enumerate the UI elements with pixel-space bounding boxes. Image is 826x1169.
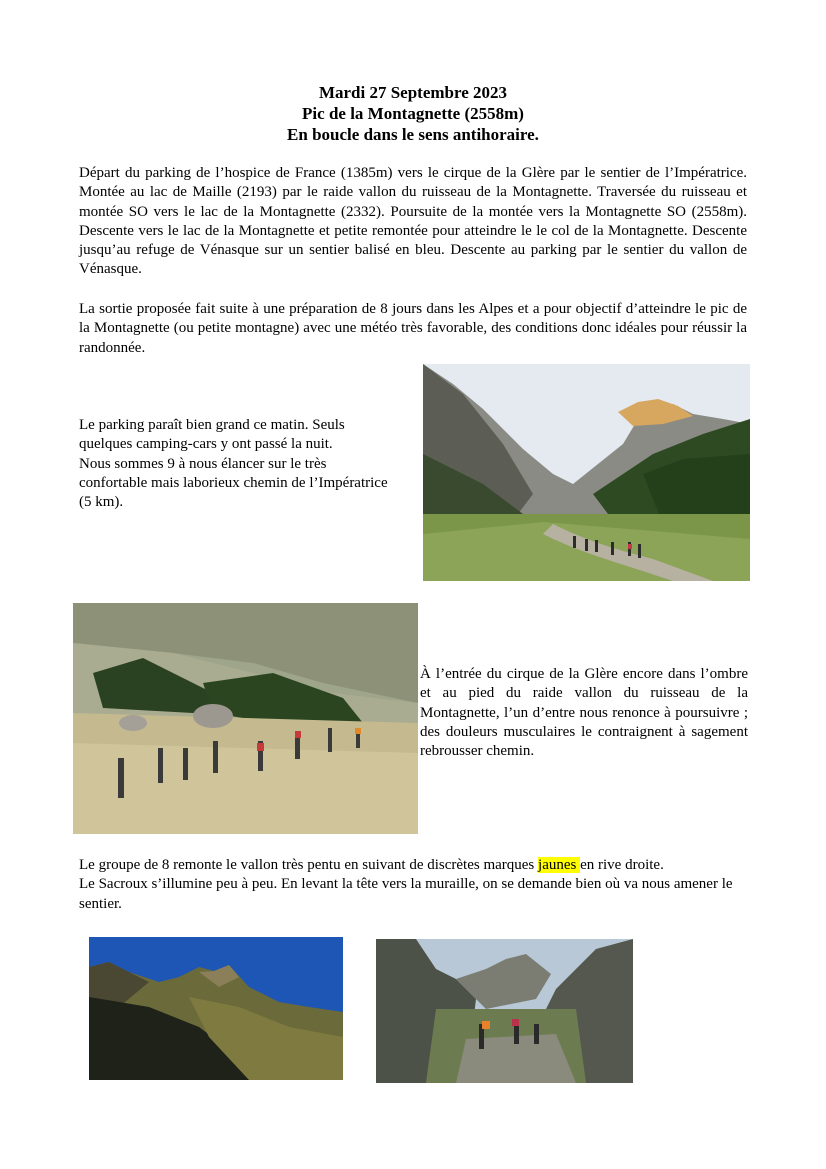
caption-line: quelques camping-cars y ont passé la nuit. <box>79 436 333 453</box>
caption-line: Le Sacroux s’illumine peu à peu. En levant la tête vers la muraille, on se demande bien où va nous amener le sentier. <box>79 876 733 912</box>
title-date: Mardi 27 Septembre 2023 <box>318 83 508 102</box>
section2-caption: À l’entrée du cirque de la Glère encore dans l’ombre et au pied du raide vallon du ruisseau de la Montagnette, l’un d’entre nous renonce à poursuivre ; des douleurs musculaires le contraignent à sagement rebrousser chemin. <box>420 666 748 760</box>
caption-line <box>79 856 749 875</box>
caption-text: en rive droite. <box>580 857 664 873</box>
title-route: En boucle dans le sens antihoraire. <box>287 125 539 144</box>
intro-paragraph-route: Départ du parking de l’hospice de France (1385m) vers le cirque de la Glère par le sentier de l’Impératrice. Montée au lac de Maille (2193) par le raide vallon du ruisseau de la Montagnette. Traversée du ruisseau et montée SO vers le lac de la Montagnette (2332). Poursuite de la montée vers la Montagnette SO (2558m). Descente vers le lac de la Montagnette et petite remontée pour atteindre le le col de la Montagnette. Descente jusqu’au refuge de Vénasque sur un sentier balisé en bleu. Descente au parking par le sentier du vallon de Vénasque. <box>79 165 747 278</box>
caption-line: confortable mais laborieux chemin de l’Impératrice <box>79 474 388 491</box>
caption-line: Nous sommes 9 à nous élancer sur le très <box>79 455 327 472</box>
caption-text: Le groupe de 8 remonte le vallon très pentu en suivant de discrètes marques <box>79 857 539 873</box>
intro-paragraph-objective: La sortie proposée fait suite à une préparation de 8 jours dans les Alpes et a pour objectif d’atteindre le pic de la Montagnette (ou petite montagne) avec une météo très favorable, des conditions donc idéales pour réussir la randonnée. <box>79 301 747 356</box>
section3-caption <box>79 856 749 914</box>
photo-valley-hikers <box>423 364 750 581</box>
photo-group-meadow <box>73 603 418 834</box>
photo-ridge-blue-sky <box>89 937 343 1080</box>
caption-line: Le parking paraît bien grand ce matin. Seuls <box>79 417 345 433</box>
title-peak: Pic de la Montagnette (2558m) <box>302 104 524 123</box>
photo-rocky-gully-climbers <box>376 939 633 1083</box>
highlighted-text: jaunes <box>538 857 581 873</box>
section1-caption <box>79 416 424 512</box>
document-title <box>0 82 826 145</box>
caption-line: (5 km). <box>79 494 124 511</box>
